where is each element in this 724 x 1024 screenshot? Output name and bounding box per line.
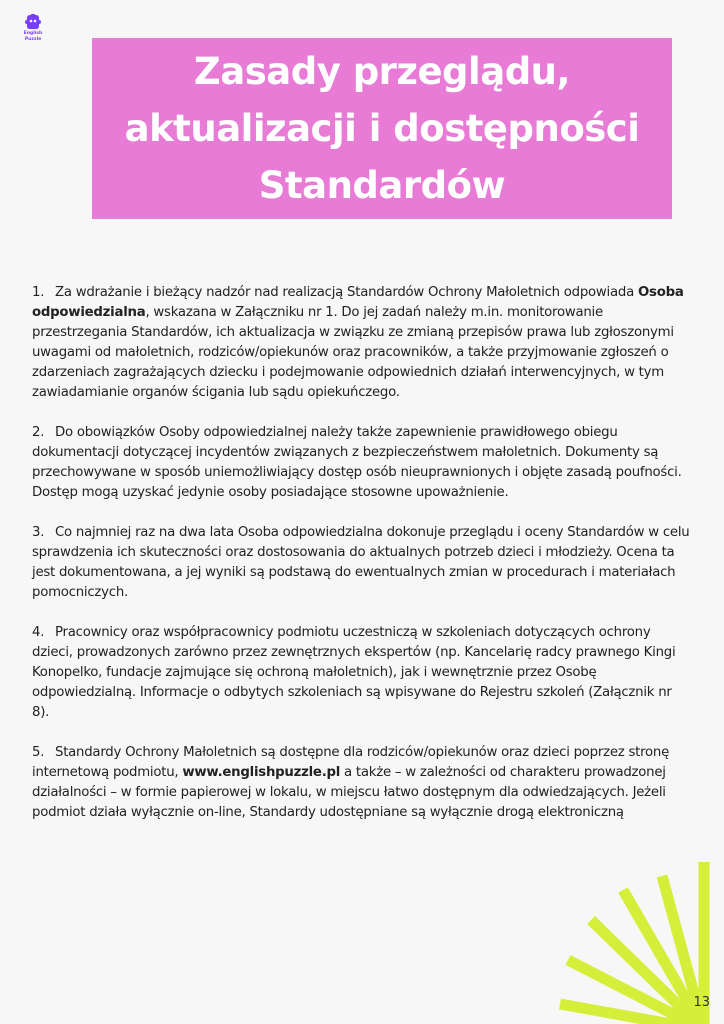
paragraph-number: 3. (32, 525, 45, 540)
paragraph-number: 1. (32, 285, 45, 300)
paragraph-lead: Za wdrażanie i bieżący nadzór nad realizacją Standardów Ochrony Małoletnich odpowiada (55, 285, 634, 300)
paragraph-rest: , wskazana w Załączniku nr 1. Do jej zadań należy m.in. monitorowanie przestrzegania Standardów, ich aktualizacja w związku ze zmianą przepisów prawa lub zgłoszonymi uwagami od małoletnich, rodziców/opiekunów oraz pracowników, a także przyjmowanie zgłoszeń o zdarzeniach zagrażających dziecku i podejmowanie odpowiednich działań interwencyjnych, w tym zawiadamianie organów ścigania lub sądu opiekuńczego. (32, 305, 674, 400)
paragraph-lead: Standardy Ochrony Małoletnich są dostępne dla rodziców/opiekunów oraz dzieci poprzez stronę internetową podmiotu, (32, 745, 670, 780)
paragraph-number: 5. (32, 745, 45, 760)
responsible-person-term: Osoba odpowiedzialna (32, 285, 684, 320)
paragraph-number: 2. (32, 425, 45, 440)
title-line-1: Zasady przeglądu, (193, 50, 571, 93)
page-number: 13 (693, 995, 710, 1010)
website-link: www.englishpuzzle.pl (182, 765, 341, 780)
paragraph-number: 4. (32, 625, 45, 640)
logo-name-line1: English (23, 31, 43, 36)
paragraph-text: Do obowiązków Osoby odpowiedzialnej należy także zapewnienie prawidłowego obiegu dokumentacji dotyczącej incydentów związanych z bezpieczeństwem małoletnich. Dokumenty są przechowywane w sposób uniemożliwiający dostęp osób nieuprawnionych i objęte zasadą poufności. Dostęp mogą uzyskać jedynie osoby posiadające stosowne upoważnienie. (32, 425, 682, 500)
title-line-2: aktualizacji i dostępności (124, 107, 640, 150)
paragraph-rest: a także – w zależności od charakteru prowadzonej działalności – w formie papierowej w lokalu, w miejscu łatwo dostępnym dla odwiedzających. Jeżeli podmiot działa wyłącznie on-line, Standardy udostępniane są wyłącznie drogą elektroniczną (32, 765, 666, 820)
paragraph-text: Co najmniej raz na dwa lata Osoba odpowiedzialna dokonuje przeglądu i oceny Standardów w celu sprawdzenia ich skuteczności oraz dostosowania do aktualnych potrzeb dzieci i młodzieży. Ocena ta jest dokumentowana, a jej wyniki są podstawą do ewentualnych zmian w procedurach i materiałach pomocniczych. (32, 525, 690, 600)
paragraph-text: Pracownicy oraz współpracownicy podmiotu uczestniczą w szkoleniach dotyczących ochrony dzieci, prowadzonych zarówno przez zewnętrznych ekspertów (np. Kancelarię radcy prawnego Kingi Konopelko, fundacje zajmujące się ochroną małoletnich), jak i wewnętrznie przez Osobę odpowiedzialną. Informacje o odbytych szkoleniach są wpisywane do Rejestru szkoleń (Załącznik nr 8). (32, 625, 676, 720)
logo-name-line2: Puzzle (24, 37, 42, 42)
title-line-3: Standardów (258, 164, 506, 207)
